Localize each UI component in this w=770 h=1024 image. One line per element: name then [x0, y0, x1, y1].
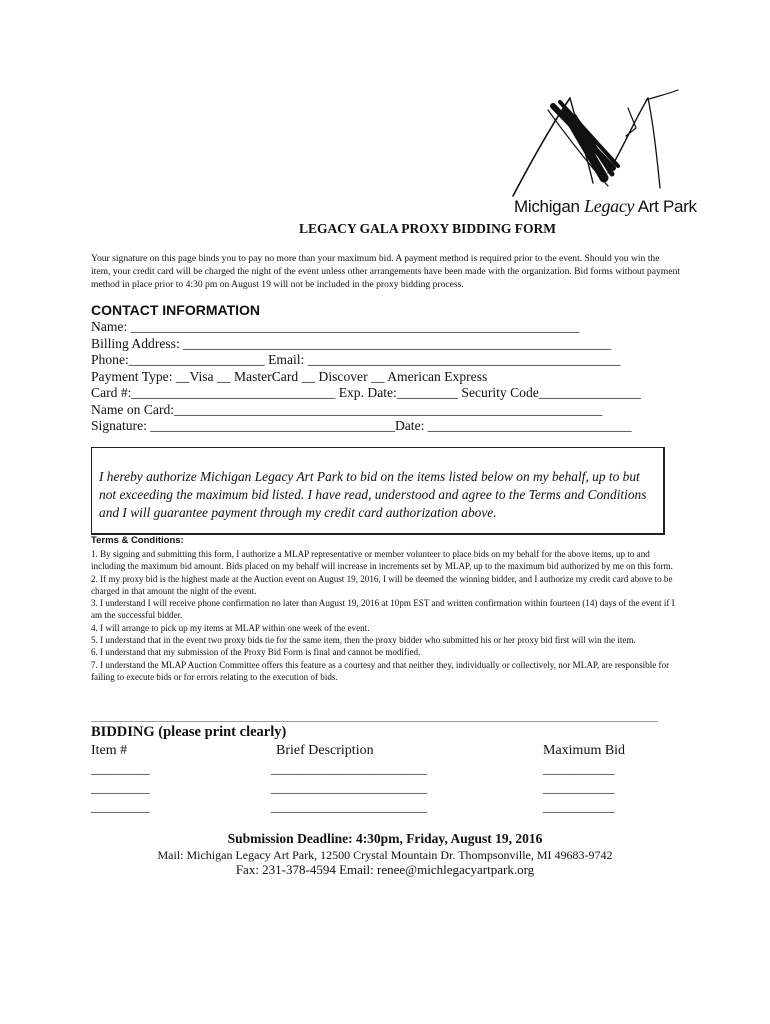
submission-deadline: Submission Deadline: 4:30pm, Friday, August 19, 2016: [227, 831, 543, 846]
term-item: 4. I will arrange to pick up my items at MLAP within one week of the event.: [91, 622, 370, 633]
authorization-box: I hereby authorize Michigan Legacy Art Park to bid on the items listed below on my behalf, up to but not exceeding the maximum bid listed. I have read, understood and agree to the Terms and Conditions and I will guarantee payment through my credit card authorization above.: [91, 447, 665, 535]
divider-rule: ______________________________________________________________________________________________________________________________: [91, 713, 658, 723]
bid-item-input[interactable]: _________: [91, 799, 150, 814]
phone-email-field[interactable]: Phone:____________________ Email: ______________________________________________: [91, 352, 621, 367]
bid-description-input[interactable]: ________________________: [271, 761, 427, 776]
card-field[interactable]: Card #:______________________________ Exp. Date:_________ Security Code_______________: [91, 385, 641, 400]
term-item: 3. I understand I will receive phone confirmation no later than August 19, 2016 at 10pm EST and written confirmation within fourteen (14) days of the event if I am the successful bidder.: [91, 598, 675, 621]
col-max-bid-header: Maximum Bid: [543, 743, 626, 758]
mountain-brush-logo-icon: [508, 88, 688, 198]
name-field[interactable]: Name: __________________________________________________________________: [91, 319, 580, 334]
contact-heading: CONTACT INFORMATION: [91, 302, 261, 318]
bid-max-input[interactable]: ___________: [543, 761, 615, 776]
term-item: 1. By signing and submitting this form, I authorize a MLAP representative or member volunteer to place bids on my behalf for the above items, up to and including the maximum bid amount. Bids placed on my behalf will increase in increments set by MLAP, up to the maximum bid authorized by me on this form.: [91, 549, 673, 572]
name-on-card-field[interactable]: Name on Card:_______________________________________________________________: [91, 401, 603, 417]
bid-description-input[interactable]: ________________________: [271, 780, 427, 795]
col-description-header: Brief Description: [276, 743, 374, 758]
bid-item-input[interactable]: _________: [91, 761, 150, 776]
bid-max-input[interactable]: ___________: [543, 780, 615, 795]
term-item: 7. I understand the MLAP Auction Committee offers this feature as a courtesy and that neither they, individually or collectively, nor MLAP, are responsible for failing to execute bids or for errors relating to the execution of bids.: [91, 659, 670, 682]
bidding-heading: BIDDING (please print clearly): [91, 724, 287, 740]
terms-list: [91, 548, 676, 683]
term-item: 6. I understand that my submission of the Proxy Bid Form is final and cannot be modified.: [91, 647, 421, 658]
bid-item-input[interactable]: _________: [91, 780, 150, 795]
form-title: LEGACY GALA PROXY BIDDING FORM: [298, 221, 556, 236]
terms-heading: Terms & Conditions:: [91, 535, 184, 546]
fax-email: Fax: 231-378-4594 Email: renee@michlegacyartpark.org: [235, 862, 535, 877]
intro-paragraph: Your signature on this page binds you to pay no more than your maximum bid. A payment method is required prior to the event. Should you win the item, your credit card will be charged the night of the event unless other arrangements have been made with the organization. Bid forms without payment method in place prior to 4:30 pm on August 19 will not be included in the proxy bidding process.: [91, 253, 680, 290]
mail-address: Mail: Michigan Legacy Art Park, 12500 Crystal Mountain Dr. Thompsonville, MI 49683-9742: [157, 848, 613, 862]
brand-name: Michigan Legacy Art Park: [514, 196, 697, 216]
term-item: 2. If my proxy bid is the highest made at the Auction event on August 19, 2016, I will be deemed the winning bidder, and I authorize my credit card above to be charged in that amount the night of the event.: [91, 573, 673, 596]
billing-address-field[interactable]: Billing Address: _______________________________________________________________: [91, 335, 612, 351]
col-item-header: Item #: [91, 743, 128, 758]
payment-type-field[interactable]: Payment Type: __Visa __ MasterCard __ Discover __ American Express: [91, 368, 488, 384]
bid-max-input[interactable]: ___________: [543, 799, 615, 814]
signature-field[interactable]: Signature: ____________________________________Date: ______________________________: [91, 418, 632, 433]
term-item: 5. I understand that in the event two proxy bids tie for the same item, then the proxy bidder who submitted his or her proxy bid first will win the item.: [91, 635, 636, 646]
contact-fields: [91, 319, 691, 435]
bid-description-input[interactable]: ________________________: [271, 799, 427, 814]
